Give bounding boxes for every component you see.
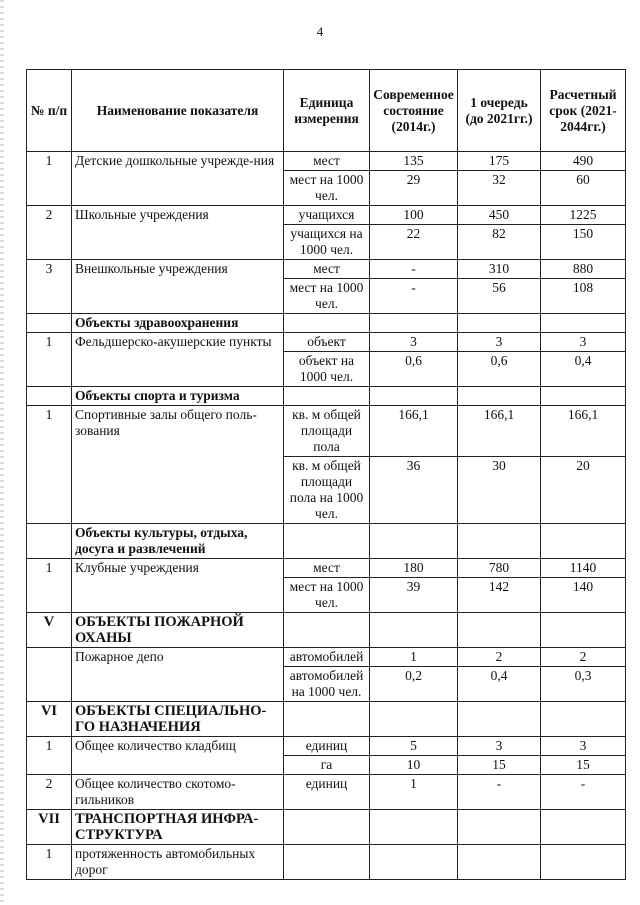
row-term: 0,3 — [541, 667, 626, 702]
row-term: - — [541, 775, 626, 810]
row-term: 1225 — [541, 206, 626, 225]
row-name: Клубные учреждения — [72, 559, 284, 613]
table-row — [27, 260, 626, 279]
row-term: 60 — [541, 171, 626, 206]
table-row — [27, 206, 626, 225]
subsection-row — [27, 387, 626, 406]
row-first-stage: 30 — [458, 457, 541, 524]
table-row — [27, 775, 626, 810]
section-num: VI — [27, 702, 72, 737]
row-num: 1 — [27, 333, 72, 387]
row-name: Детские дошкольные учрежде-ния — [72, 152, 284, 206]
subsection-row — [27, 314, 626, 333]
row-term: 3 — [541, 333, 626, 352]
section-title: ТРАНСПОРТНАЯ ИНФРА-СТРУКТУРА — [72, 810, 284, 845]
subsection-title: Объекты культуры, отдыха, досуга и развлечений — [72, 524, 284, 559]
row-name: Школьные учреждения — [72, 206, 284, 260]
row-current: 166,1 — [370, 406, 458, 457]
row-first-stage: 166,1 — [458, 406, 541, 457]
subsection-title: Объекты спорта и туризма — [72, 387, 284, 406]
row-unit: мест — [284, 559, 370, 578]
row-current: 1 — [370, 648, 458, 667]
row-current: 100 — [370, 206, 458, 225]
row-current: - — [370, 279, 458, 314]
row-first-stage: 3 — [458, 333, 541, 352]
section-row — [27, 613, 626, 648]
row-current: 180 — [370, 559, 458, 578]
row-unit: учащихся — [284, 206, 370, 225]
row-name: протяженность автомобильных дорог — [72, 845, 284, 880]
section-row — [27, 702, 626, 737]
row-first-stage: 780 — [458, 559, 541, 578]
row-first-stage: 2 — [458, 648, 541, 667]
row-unit: мест на 1000 чел. — [284, 171, 370, 206]
row-current: 135 — [370, 152, 458, 171]
row-unit: кв. м общей площади пола — [284, 406, 370, 457]
row-unit: кв. м общей площади пола на 1000 чел. — [284, 457, 370, 524]
header-term: Расчетный срок (2021-2044гг.) — [541, 70, 626, 152]
row-term: 3 — [541, 737, 626, 756]
row-unit: га — [284, 756, 370, 775]
row-first-stage: 82 — [458, 225, 541, 260]
row-num: 2 — [27, 775, 72, 810]
row-term: 108 — [541, 279, 626, 314]
subsection-title: Объекты здравоохранения — [72, 314, 284, 333]
row-first-stage: 3 — [458, 737, 541, 756]
indicators-table — [26, 69, 626, 880]
table-row — [27, 406, 626, 457]
table-row — [27, 152, 626, 171]
page-number: 4 — [316, 24, 324, 39]
row-unit: единиц — [284, 775, 370, 810]
row-first-stage: 450 — [458, 206, 541, 225]
row-num: 1 — [27, 406, 72, 524]
row-num: 1 — [27, 152, 72, 206]
row-current: 22 — [370, 225, 458, 260]
row-first-stage: - — [458, 775, 541, 810]
table-row — [27, 559, 626, 578]
section-num: V — [27, 613, 72, 648]
row-name: Общее количество кладбищ — [72, 737, 284, 775]
header-num: № п/п — [27, 70, 72, 152]
header-unit: Единица измерения — [284, 70, 370, 152]
row-num: 1 — [27, 737, 72, 775]
header-name: Наименование показателя — [72, 70, 284, 152]
row-first-stage: 0,4 — [458, 667, 541, 702]
row-unit: автомобилей — [284, 648, 370, 667]
row-first-stage: 56 — [458, 279, 541, 314]
row-current: 29 — [370, 171, 458, 206]
row-current: 36 — [370, 457, 458, 524]
row-term: 150 — [541, 225, 626, 260]
row-name: Внешкольные учреждения — [72, 260, 284, 314]
table-row — [27, 333, 626, 352]
header-current: Современное состояние (2014г.) — [370, 70, 458, 152]
table-row — [27, 845, 626, 880]
row-current: 39 — [370, 578, 458, 613]
row-current: 10 — [370, 756, 458, 775]
row-num — [27, 648, 72, 702]
row-term: 880 — [541, 260, 626, 279]
row-name: Пожарное депо — [72, 648, 284, 702]
row-unit: мест — [284, 260, 370, 279]
subsection-row — [27, 524, 626, 559]
section-num: VII — [27, 810, 72, 845]
row-first-stage: 15 — [458, 756, 541, 775]
row-first-stage: 175 — [458, 152, 541, 171]
row-current: - — [370, 260, 458, 279]
section-row — [27, 810, 626, 845]
section-title: ОБЪЕКТЫ ПОЖАРНОЙ ОХАНЫ — [72, 613, 284, 648]
row-num: 2 — [27, 206, 72, 260]
row-first-stage: 32 — [458, 171, 541, 206]
table-header-row — [27, 70, 626, 152]
row-unit: объект — [284, 333, 370, 352]
row-name: Фельдшерско-акушерские пункты — [72, 333, 284, 387]
row-term: 1140 — [541, 559, 626, 578]
row-name: Общее количество скотомо-гильников — [72, 775, 284, 810]
row-current: 5 — [370, 737, 458, 756]
row-unit: единиц — [284, 737, 370, 756]
row-num: 1 — [27, 559, 72, 613]
row-term: 2 — [541, 648, 626, 667]
section-title: ОБЪЕКТЫ СПЕЦИАЛЬНО-ГО НАЗНАЧЕНИЯ — [72, 702, 284, 737]
row-name: Спортивные залы общего поль-зования — [72, 406, 284, 524]
table-row — [27, 737, 626, 756]
row-num: 3 — [27, 260, 72, 314]
row-current: 0,2 — [370, 667, 458, 702]
row-term: 0,4 — [541, 352, 626, 387]
row-term: 15 — [541, 756, 626, 775]
row-unit: учащихся на 1000 чел. — [284, 225, 370, 260]
row-first-stage: 310 — [458, 260, 541, 279]
table-row — [27, 648, 626, 667]
row-current: 0,6 — [370, 352, 458, 387]
header-first-stage: 1 очередь (до 2021гг.) — [458, 70, 541, 152]
row-term: 140 — [541, 578, 626, 613]
row-unit: мест на 1000 чел. — [284, 279, 370, 314]
row-term: 166,1 — [541, 406, 626, 457]
row-term: 490 — [541, 152, 626, 171]
row-first-stage: 142 — [458, 578, 541, 613]
row-current: 3 — [370, 333, 458, 352]
row-num: 1 — [27, 845, 72, 880]
row-term: 20 — [541, 457, 626, 524]
row-first-stage: 0,6 — [458, 352, 541, 387]
row-unit: мест — [284, 152, 370, 171]
row-unit: объект на 1000 чел. — [284, 352, 370, 387]
row-unit: мест на 1000 чел. — [284, 578, 370, 613]
row-unit: автомобилей на 1000 чел. — [284, 667, 370, 702]
row-current: 1 — [370, 775, 458, 810]
scan-edge — [0, 0, 4, 905]
